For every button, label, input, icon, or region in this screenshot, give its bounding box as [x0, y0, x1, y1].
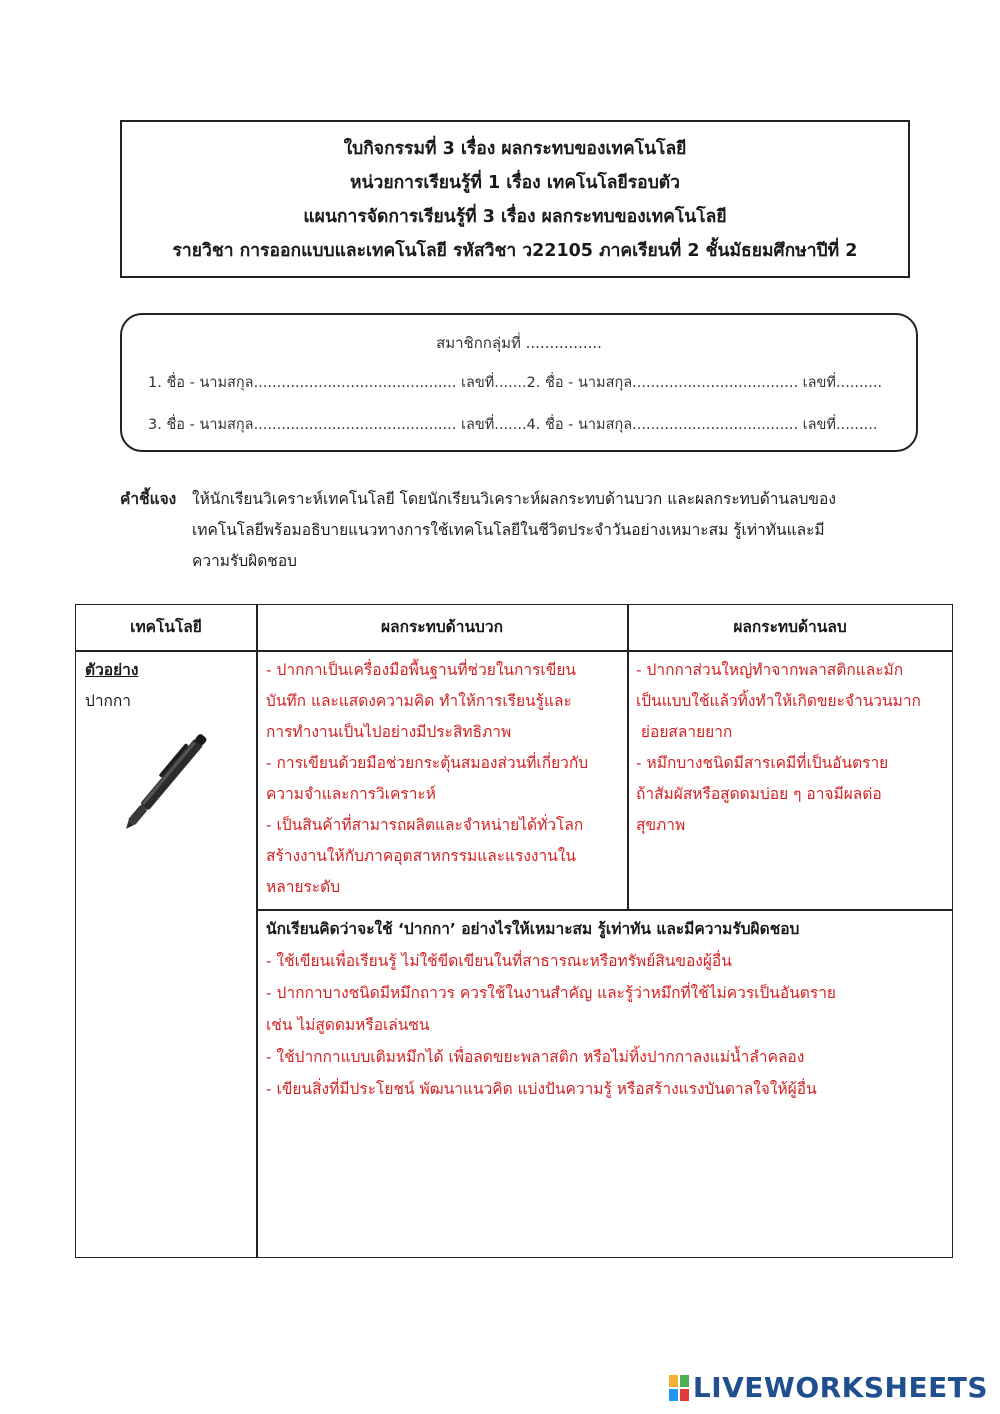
instructions-label: คำชี้แจง	[120, 490, 177, 508]
negative-impact-cell[interactable]	[636, 655, 921, 841]
header-line-plan: แผนการจัดการเรียนรู้ที่ 3 เรื่อง ผลกระทบของเทคโนโลยี	[303, 207, 727, 227]
analysis-table	[75, 604, 953, 1258]
header-line-unit: หน่วยการเรียนรู้ที่ 1 เรื่อง เทคโนโลยีรอบตัว	[350, 173, 680, 193]
instructions-line: เทคโนโลยีพร้อมอธิบายแนวทางการใช้เทคโนโลยีในชีวิตประจำวันอย่างเหมาะสม รู้เท่าทันและมี	[192, 521, 825, 539]
instructions-line: ให้นักเรียนวิเคราะห์เทคโนโลยี โดยนักเรียนวิเคราะห์ผลกระทบด้านบวก และผลกระทบด้านลบของ	[192, 490, 836, 508]
positive-line: - การเขียนด้วยมือช่วยกระตุ้นสมองส่วนที่เกี่ยวกับ	[266, 754, 589, 772]
worksheet-header	[120, 120, 910, 278]
technology-cell	[85, 655, 138, 717]
example-technology-name: ปากกา	[85, 692, 132, 710]
pen-icon	[104, 715, 234, 845]
negative-line: - หมึกบางชนิดมีสารเคมีที่เป็นอันตราย	[636, 754, 889, 772]
usage-line: - ปากกาบางชนิดมีหมึกถาวร ควรใช้ในงานสำคัญ และรู้ว่าหมึกที่ใช้ไม่ควรเป็นอันตราย	[266, 984, 836, 1002]
table-divider	[76, 650, 952, 652]
positive-line: หลายระดับ	[266, 878, 341, 896]
negative-line: - ปากกาส่วนใหญ่ทำจากพลาสติกและมัก	[636, 661, 904, 679]
positive-line: การทำงานเป็นไปอย่างมีประสิทธิภาพ	[266, 723, 512, 741]
negative-line: สุขภาพ	[636, 816, 686, 834]
negative-line: เป็นแบบใช้แล้วทิ้งทำให้เกิดขยะจำนวนมาก	[636, 692, 921, 710]
group-number-field[interactable]: สมาชิกกลุ่มที่ ................	[436, 334, 602, 352]
instructions-line: ความรับผิดชอบ	[192, 552, 297, 570]
usage-line: - เขียนสิ่งที่มีประโยชน์ พัฒนาแนวคิด แบ่งปันความรู้ หรือสร้างแรงบันดาลใจให้ผู้อื่น	[266, 1080, 817, 1098]
positive-line: - เป็นสินค้าที่สามารถผลิตและจำหน่ายได้ทั่วโลก	[266, 816, 584, 834]
positive-line: บันทึก และแสดงความคิด ทำให้การเรียนรู้และ	[266, 692, 572, 710]
header-technology: เทคโนโลยี	[130, 618, 202, 636]
positive-line: สร้างงานให้กับภาคอุตสาหกรรมและแรงงานใน	[266, 847, 576, 865]
member-row-1[interactable]: 1. ชื่อ - นามสกุล............................................ เลขที่.......2. ชื่อ - นามสกุล.................................... เลขที่..........	[148, 375, 883, 391]
table-divider	[256, 909, 952, 911]
positive-impact-cell[interactable]	[266, 655, 588, 903]
usage-cell[interactable]	[266, 913, 836, 1105]
usage-line: เช่น ไม่สูดดมหรือเล่นซน	[266, 1016, 430, 1034]
negative-line: ถ้าสัมผัสหรือสูดดมบ่อย ๆ อาจมีผลต่อ	[636, 785, 882, 803]
liveworksheets-watermark	[669, 1371, 988, 1404]
negative-line: ย่อยสลายยาก	[636, 723, 733, 741]
member-row-2[interactable]: 3. ชื่อ - นามสกุล............................................ เลขที่.......4. ชื่อ - นามสกุล.................................... เลขที่.........	[148, 417, 878, 433]
positive-line: ความจำและการวิเคราะห์	[266, 785, 436, 803]
instructions-text	[192, 484, 892, 577]
usage-line: - ใช้ปากกาแบบเติมหมึกได้ เพื่อลดขยะพลาสติก หรือไม่ทิ้งปากกาลงแม่น้ำลำคลอง	[266, 1048, 805, 1066]
usage-question: นักเรียนคิดว่าจะใช้ ‘ปากกา’ อย่างไรให้เหมาะสม รู้เท่าทัน และมีความรับผิดชอบ	[266, 920, 800, 938]
header-positive-impact: ผลกระทบด้านบวก	[381, 618, 503, 636]
header-negative-impact: ผลกระทบด้านลบ	[733, 618, 847, 636]
header-line-activity: ใบกิจกรรมที่ 3 เรื่อง ผลกระทบของเทคโนโลยี	[343, 139, 687, 159]
liveworksheets-logo-icon	[669, 1375, 689, 1401]
group-members-box	[120, 313, 918, 452]
header-line-subject: รายวิชา การออกแบบและเทคโนโลยี รหัสวิชา ว22105 ภาคเรียนที่ 2 ชั้นมัธยมศึกษาปีที่ 2	[172, 241, 858, 261]
watermark-text: LIVEWORKSHEETS	[692, 1371, 988, 1404]
example-label: ตัวอย่าง	[85, 661, 139, 679]
table-divider	[256, 605, 258, 1257]
usage-line: - ใช้เขียนเพื่อเรียนรู้ ไม่ใช้ขีดเขียนในที่สาธารณะหรือทรัพย์สินของผู้อื่น	[266, 952, 732, 970]
positive-line: - ปากกาเป็นเครื่องมือพื้นฐานที่ช่วยในการเขียน	[266, 661, 576, 679]
